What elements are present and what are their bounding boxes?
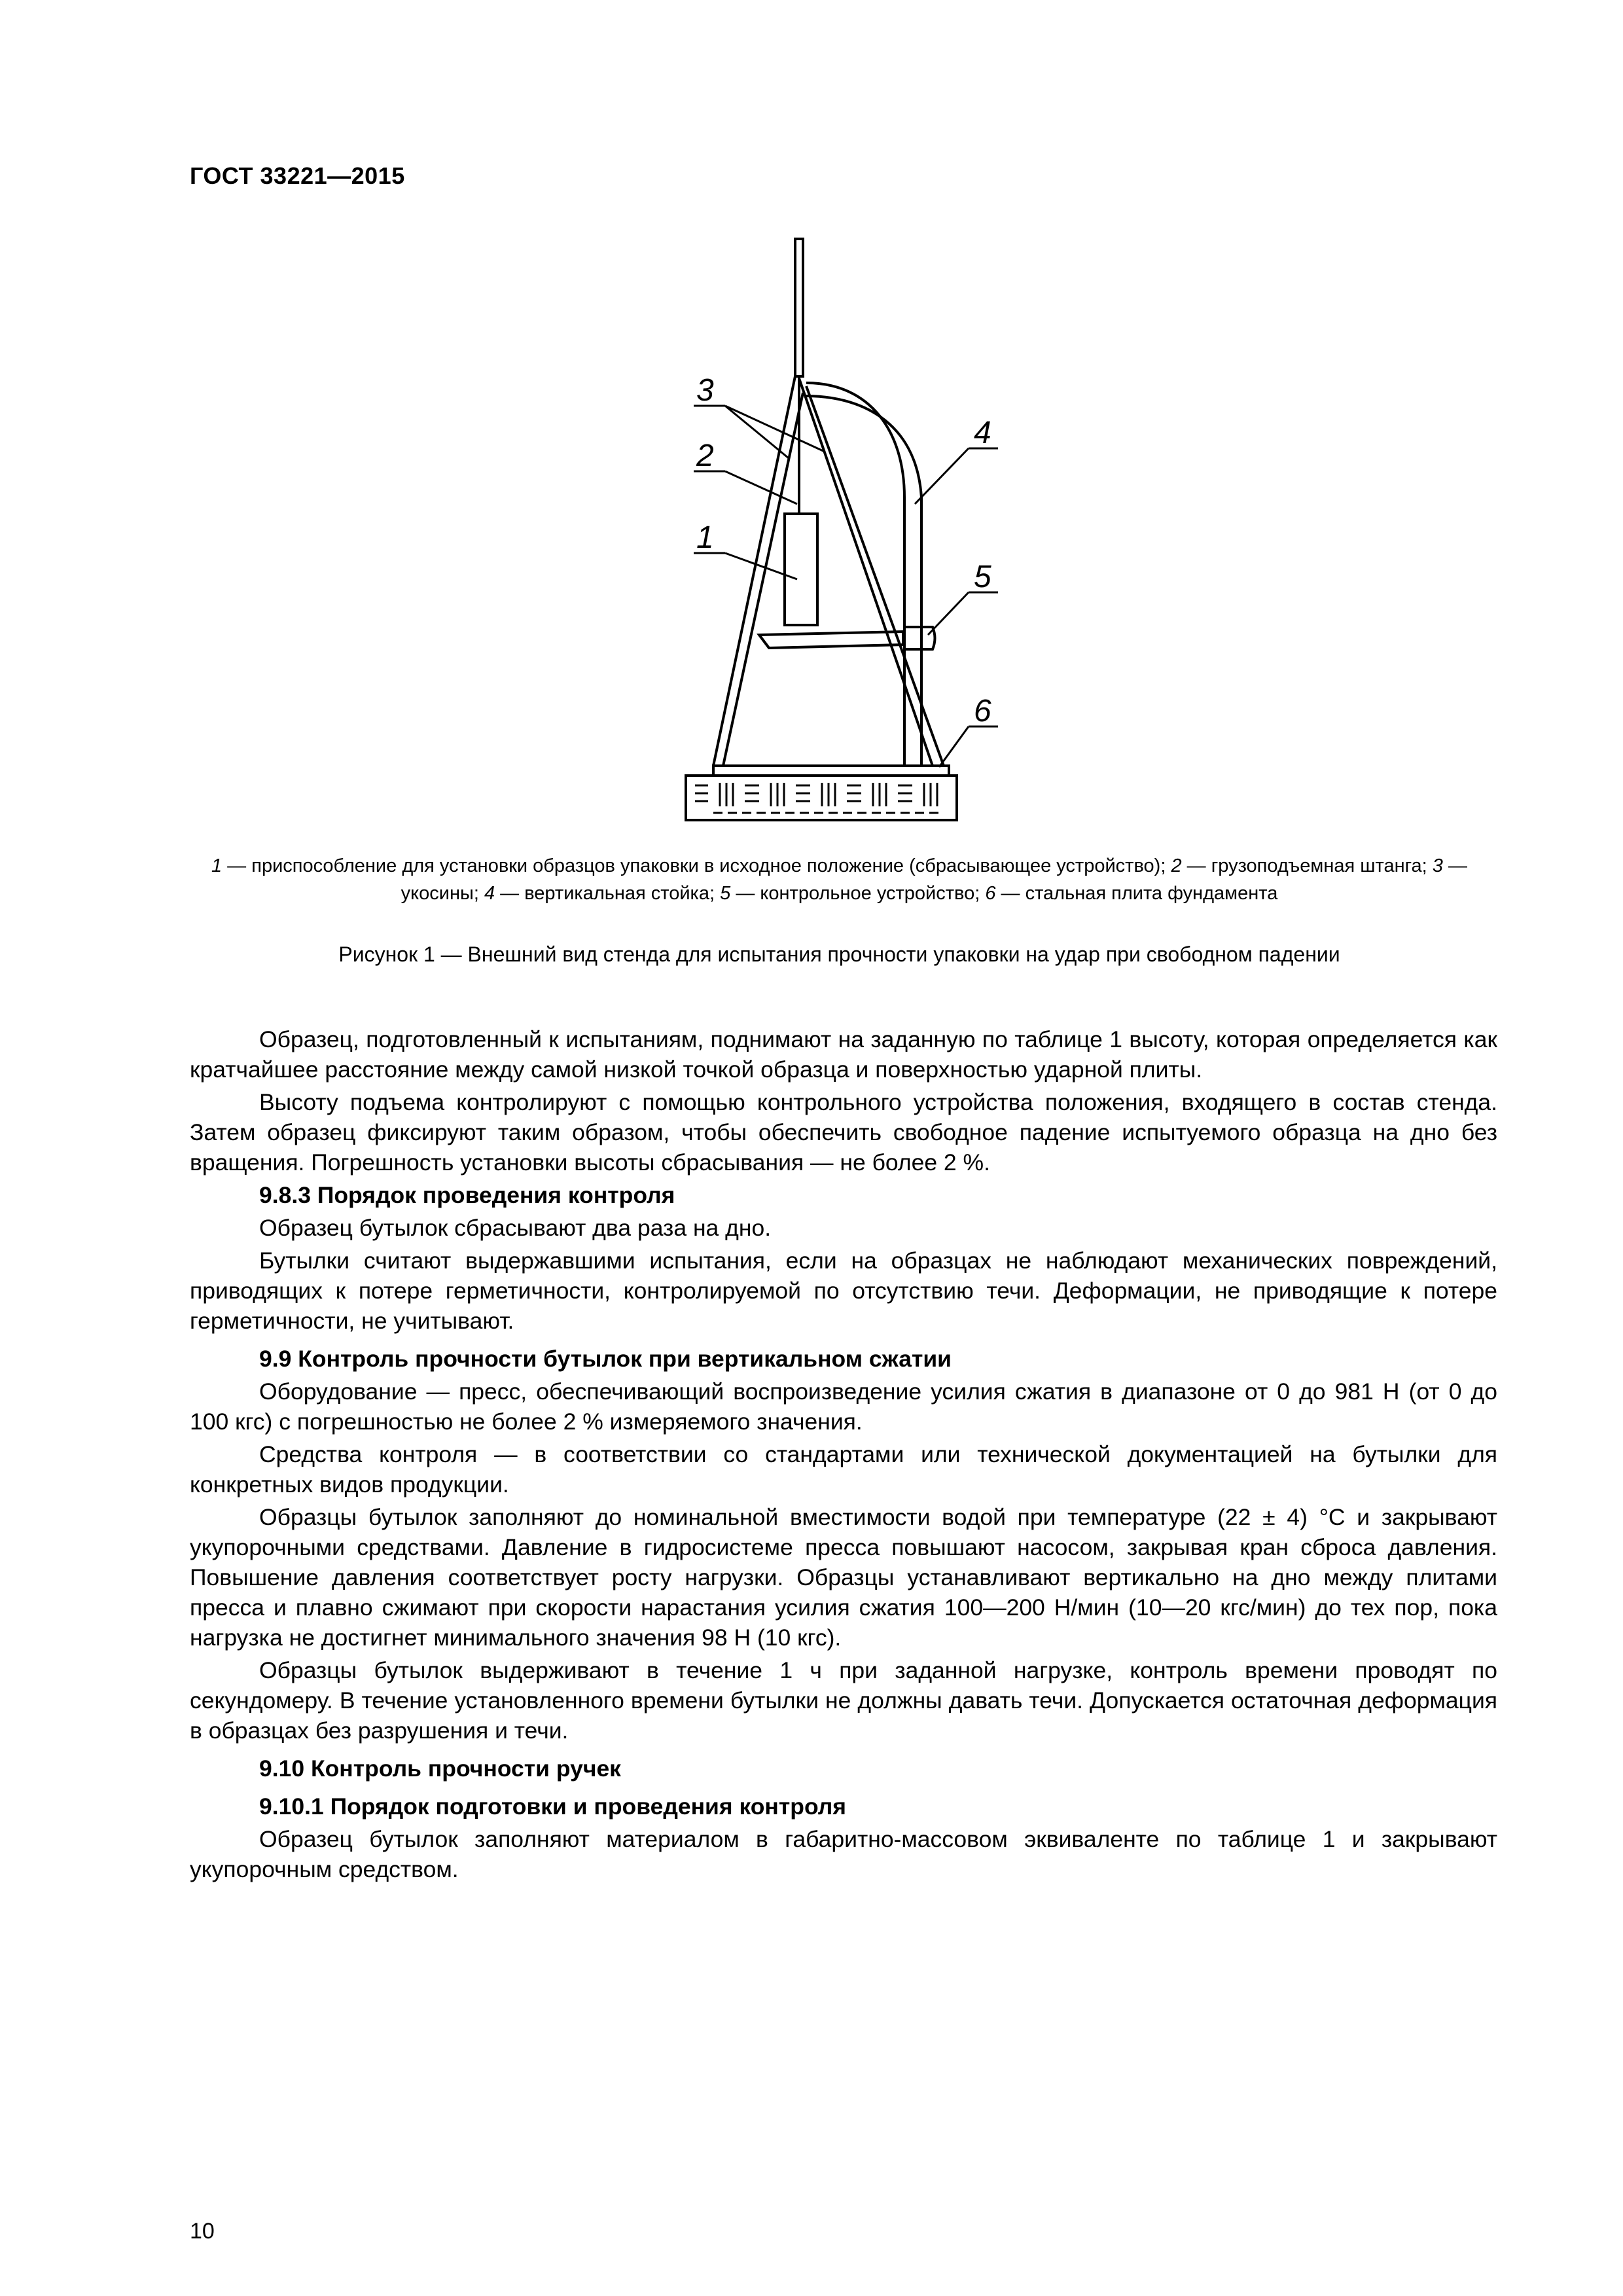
control-device <box>904 627 935 649</box>
paragraph: Бутылки считают выдержавшими испытания, если на образцах не наблюдают механических повреждений, приводящих к потере герметичности, контролируемой по отсутствию течи. Деформации, не приводящие к потере герметичности, не учитывают. <box>190 1247 1497 1334</box>
paragraph: Образцы бутылок заполняют до номинальной вместимости водой при температуре (22 ± 4) °С и закрывают укупорочными средствами. Давление в гидросистеме пресса повышают насосом, закрывая кран сброса давления. Повышение давления соответствует росту нагрузки. Образцы устанавливают вертикально на дно между плитами пресса и плавно сжимают при скорости нарастания усилия сжатия 100—200 Н/мин (10—20 кгс/мин) до тех пор, пока нагрузка не достигнет минимального значения 98 Н (10 кгс). <box>190 1504 1497 1651</box>
legend-text-4: — вертикальная стойка; <box>495 883 721 904</box>
paragraph: Средства контроля — в соответствии со стандартами или технической документацией на бутылки для конкретных видов продукции. <box>190 1441 1497 1498</box>
document-body <box>190 1024 1497 1887</box>
callout-5: 5 <box>974 560 991 594</box>
callout-2: 2 <box>696 439 714 473</box>
base-plate-top <box>713 766 949 776</box>
callout-leaders <box>694 406 998 767</box>
legend-num-5: 5 <box>720 883 731 904</box>
section-heading-9-10-1: 9.10.1 Порядок подготовки и проведения контроля <box>259 1793 847 1820</box>
paragraph: Образец бутылок заполняют материалом в габаритно-массовом эквиваленте по таблице 1 и закрывают укупорочным средством. <box>190 1826 1497 1882</box>
foundation-hatching <box>695 783 942 813</box>
callout-1: 1 <box>696 520 714 555</box>
legend-num-2: 2 <box>1171 855 1182 876</box>
standard-header: ГОСТ 33221—2015 <box>190 162 405 189</box>
drop-test-stand-figure <box>681 232 1008 825</box>
paragraph: Высоту подъема контролируют с помощью контрольного устройства положения, входящего в состав стенда. Затем образец фиксируют таким образом, чтобы обеспечить свободное падение испытуемого образца на дно без вращения. Погрешность установки высоты сбрасывания — не более 2 %. <box>190 1089 1497 1175</box>
legend-num-4: 4 <box>484 883 495 904</box>
paragraph: Оборудование — пресс, обеспечивающий воспроизведение усилия сжатия в диапазоне от 0 до 981 Н (от 0 до 100 кгс) с погрешностью не более 2 % измеряемого значения. <box>190 1378 1497 1435</box>
release-device <box>785 514 817 625</box>
legend-text-2: — грузоподъемная штанга; <box>1181 855 1433 876</box>
lifting-rod-top <box>795 239 803 376</box>
paragraph: Образцы бутылок выдерживают в течение 1 ч при заданной нагрузке, контроль времени проводят по секундомеру. В течение установленного времени бутылки не должны давать течи. Допускается остаточная деформация в образцах без разрушения и течи. <box>190 1657 1497 1744</box>
legend-num-3: 3 <box>1432 855 1443 876</box>
legend-num-1: 1 <box>211 855 223 876</box>
legend-text-3: — укосины; <box>401 855 1467 904</box>
legend-text-6: — стальная плита фундамента <box>995 883 1278 904</box>
section-heading-9-8-3: 9.8.3 Порядок проведения контроля <box>259 1182 675 1208</box>
strut-left-inner <box>723 393 803 766</box>
legend-text-1: — приспособление для установки образцов упаковки в исходное положение (сбрасывающее устройство); <box>222 855 1171 876</box>
drop-shelf <box>759 632 903 648</box>
callout-6: 6 <box>974 694 991 728</box>
figure-caption: Рисунок 1 — Внешний вид стенда для испытания прочности упаковки на удар при свободном падении <box>338 942 1340 966</box>
paragraph: Образец бутылок сбрасывают два раза на дно. <box>259 1215 772 1241</box>
section-heading-9-9: 9.9 Контроль прочности бутылок при вертикальном сжатии <box>259 1346 952 1372</box>
callout-3: 3 <box>696 373 714 408</box>
figure-legend <box>190 852 1489 907</box>
strut-right <box>799 378 933 766</box>
callout-4: 4 <box>974 416 991 450</box>
legend-text-5: — контрольное устройство; <box>730 883 986 904</box>
paragraph: Образец, подготовленный к испытаниям, поднимают на заданную по таблице 1 высоту, которая определяется как кратчайшее расстояние между самой низкой точкой образца и поверхностью ударной плиты. <box>190 1026 1497 1083</box>
legend-num-6: 6 <box>985 883 996 904</box>
strut-left <box>713 376 795 766</box>
page-number: 10 <box>190 2219 215 2244</box>
section-heading-9-10: 9.10 Контроль прочности ручек <box>259 1755 621 1782</box>
strut-right-inner <box>806 386 944 766</box>
